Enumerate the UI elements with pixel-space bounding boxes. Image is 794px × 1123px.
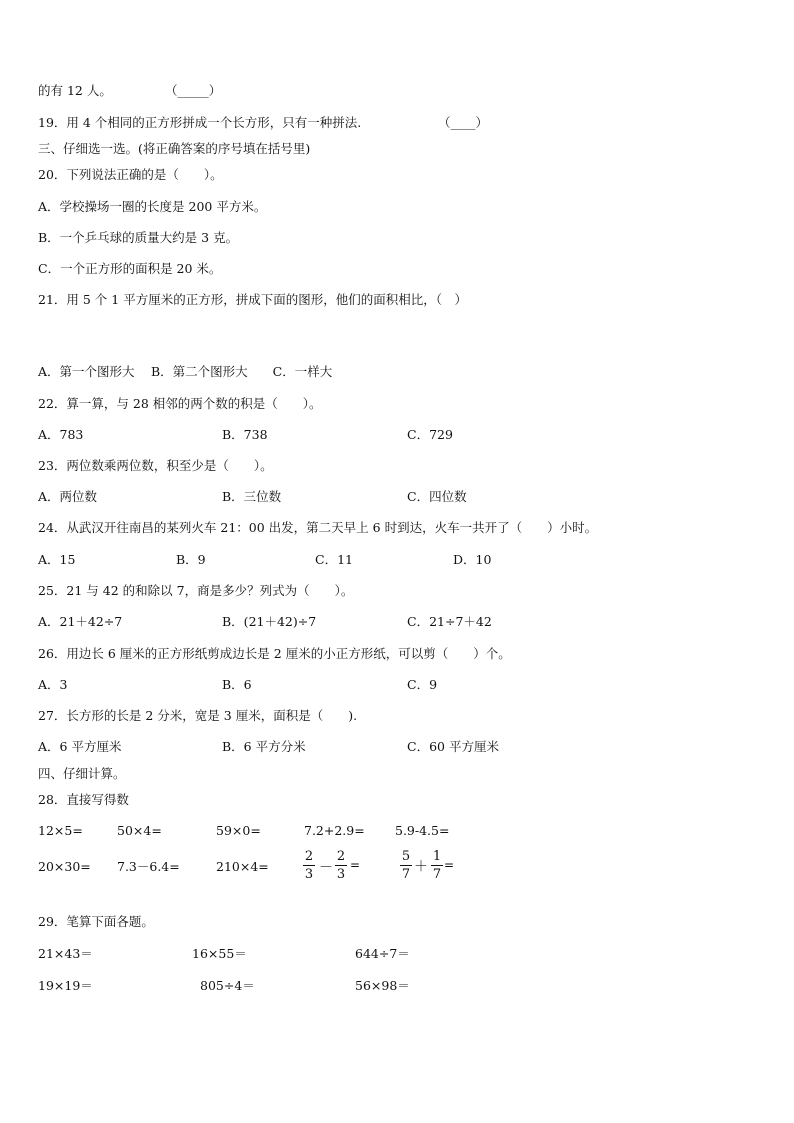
fraction-numerator: 2 — [336, 849, 346, 864]
plus-sign: ＋ — [414, 859, 428, 875]
q23-text: 23．两位数乘两位数，积至少是（ ）。 — [38, 458, 273, 473]
q25-option-a[interactable]: A．21＋42÷7 — [38, 614, 123, 629]
q26-option-c[interactable]: C．9 — [407, 677, 438, 692]
q28-item: 50×4= — [117, 823, 162, 838]
q24-text: 24．从武汉开往南昌的某列火车 21：00 出发，第二天早上 6 时到达，火车一共开了（ ）小时。 — [38, 520, 598, 535]
q27-text: 27．长方形的长是 2 分米，宽是 3 厘米，面积是（ ). — [38, 708, 358, 723]
q24-option-b[interactable]: B．9 — [176, 552, 206, 567]
fraction-numerator: 1 — [432, 849, 442, 864]
q28-item: 5.9-4.5= — [395, 823, 450, 838]
q27-option-c[interactable]: C．60 平方厘米 — [407, 739, 499, 754]
fraction — [400, 849, 412, 882]
q25-text: 25．21 与 42 的和除以 7，商是多少？列式为（ ）。 — [38, 583, 354, 598]
fraction-bar — [303, 865, 315, 866]
q20-option-c[interactable]: C．一个正方形的面积是 20 米。 — [38, 261, 222, 276]
q28-item: 12×5= — [38, 823, 83, 838]
q22-option-c[interactable]: C．729 — [407, 427, 453, 442]
q29-item: 644÷7＝ — [355, 946, 410, 961]
q28-item: 7.2+2.9= — [304, 823, 365, 838]
q28-item: 59×0= — [216, 823, 261, 838]
q22-text: 22．算一算，与 28 相邻的两个数的积是（ ）。 — [38, 396, 322, 411]
q28-text: 28．直接写得数 — [38, 792, 129, 807]
q24-option-d[interactable]: D．10 — [453, 552, 492, 567]
q22-option-a[interactable]: A．783 — [38, 427, 84, 442]
fraction-bar — [335, 865, 347, 866]
q28-item: 20×30= — [38, 859, 91, 874]
q29-item: 805÷4＝ — [200, 978, 255, 993]
q29-item: 19×19＝ — [38, 978, 93, 993]
q21-text: 21．用 5 个 1 平方厘米的正方形，拼成下面的图形，他们的面积相比，（ ） — [38, 292, 467, 307]
q27-option-b[interactable]: B．6 平方分米 — [222, 739, 306, 754]
equals-sign: = — [444, 858, 455, 872]
q23-option-b[interactable]: B．三位数 — [222, 489, 282, 504]
q26-option-b[interactable]: B．6 — [222, 677, 252, 692]
fraction — [335, 849, 347, 882]
fraction — [303, 849, 315, 882]
q27-option-a[interactable]: A．6 平方厘米 — [38, 739, 122, 754]
q21-options[interactable]: A．第一个图形大 B．第二个图形大 C．一样大 — [38, 364, 333, 379]
q22-option-b[interactable]: B．738 — [222, 427, 268, 442]
fraction-bar — [431, 865, 443, 866]
fraction-denominator: 7 — [401, 867, 411, 882]
q20-option-b[interactable]: B．一个乒乓球的质量大约是 3 克。 — [38, 230, 239, 245]
q20-option-a[interactable]: A．学校操场一圈的长度是 200 平方米。 — [38, 199, 267, 214]
q29-item: 21×43＝ — [38, 946, 93, 961]
q20-text: 20．下列说法正确的是（ ）。 — [38, 167, 223, 182]
q23-option-a[interactable]: A．两位数 — [38, 489, 98, 504]
q25-option-b[interactable]: B．(21＋42)÷7 — [222, 614, 317, 629]
q25-option-c[interactable]: C．21÷7＋42 — [407, 614, 492, 629]
q19-answer-blank[interactable]: （____） — [438, 115, 489, 130]
fraction-numerator: 5 — [401, 849, 411, 864]
q19-text: 19．用 4 个相同的正方形拼成一个长方形，只有一种拼法. — [38, 115, 362, 130]
fraction-numerator: 2 — [304, 849, 314, 864]
fraction-bar — [400, 865, 412, 866]
q23-option-c[interactable]: C．四位数 — [407, 489, 467, 504]
q29-text: 29．笔算下面各题。 — [38, 914, 154, 929]
q26-text: 26．用边长 6 厘米的正方形纸剪成边长是 2 厘米的小正方形纸，可以剪（ ）个。 — [38, 646, 511, 661]
fraction — [431, 849, 443, 882]
q18-answer-blank[interactable]: （_____） — [165, 83, 222, 98]
q28-item: 210×4= — [216, 859, 269, 874]
q28-item: 7.3－6.4= — [117, 859, 180, 874]
q29-item: 56×98＝ — [355, 978, 410, 993]
q26-option-a[interactable]: A．3 — [38, 677, 68, 692]
minus-sign: － — [319, 860, 333, 876]
q24-option-c[interactable]: C．11 — [315, 552, 353, 567]
fraction-denominator: 7 — [432, 867, 442, 882]
equals-sign: = — [350, 858, 361, 872]
section-4-heading: 四、仔细计算。 — [38, 766, 126, 781]
q24-option-a[interactable]: A．15 — [38, 552, 76, 567]
fraction-denominator: 3 — [336, 867, 346, 882]
q29-item: 16×55＝ — [192, 946, 247, 961]
section-3-heading: 三、仔细选一选。(将正确答案的序号填在括号里) — [38, 141, 311, 156]
fraction-denominator: 3 — [304, 867, 314, 882]
q18-text: 的有 12 人。 — [38, 83, 112, 98]
